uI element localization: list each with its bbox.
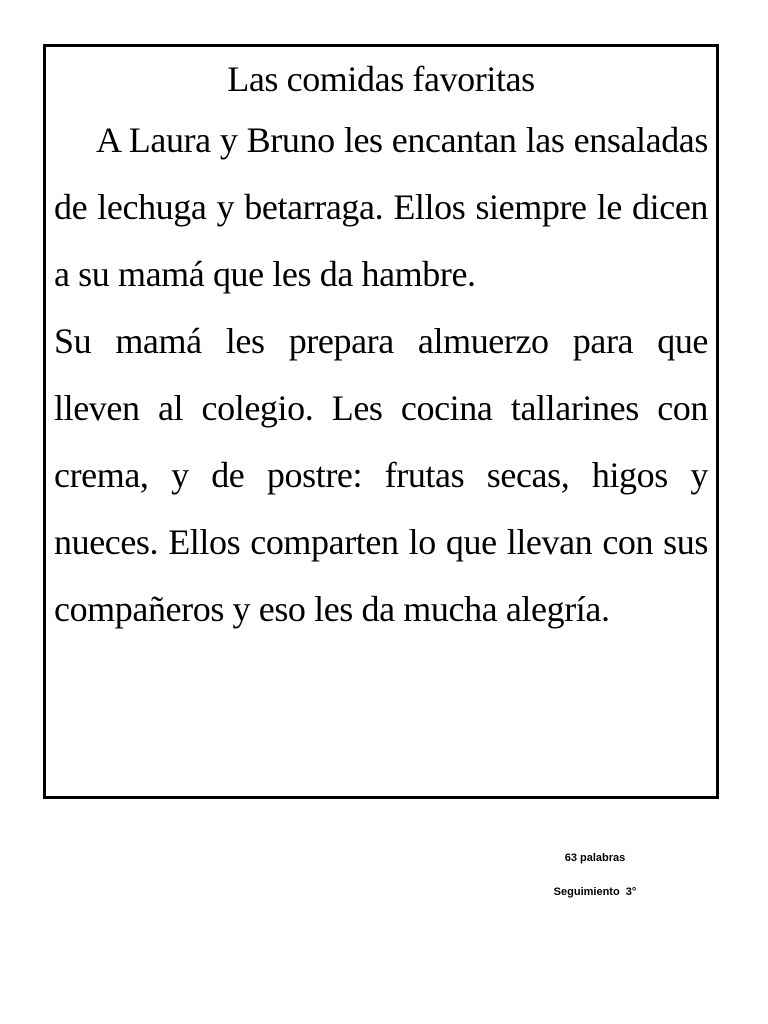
paragraph-1: A Laura y Bruno les encantan las ensaladas de lechuga y betarraga. Ellos siempre le dicen a su mamá que les da hambre. [54,120,708,294]
reading-title: Las comidas favoritas [227,59,535,99]
reading-text-box [43,44,719,799]
seguimiento-label: Seguimiento 3° [553,886,637,898]
word-count-label: 63 palabras [564,852,626,864]
paragraph-2: Su mamá les prepara almuerzo para que lleven al colegio. Les cocina tallarines con crema, y de postre: frutas secas, higos y nueces. Ellos comparten lo que llevan con sus compañeros y eso les da mucha alegría. [54,321,708,629]
